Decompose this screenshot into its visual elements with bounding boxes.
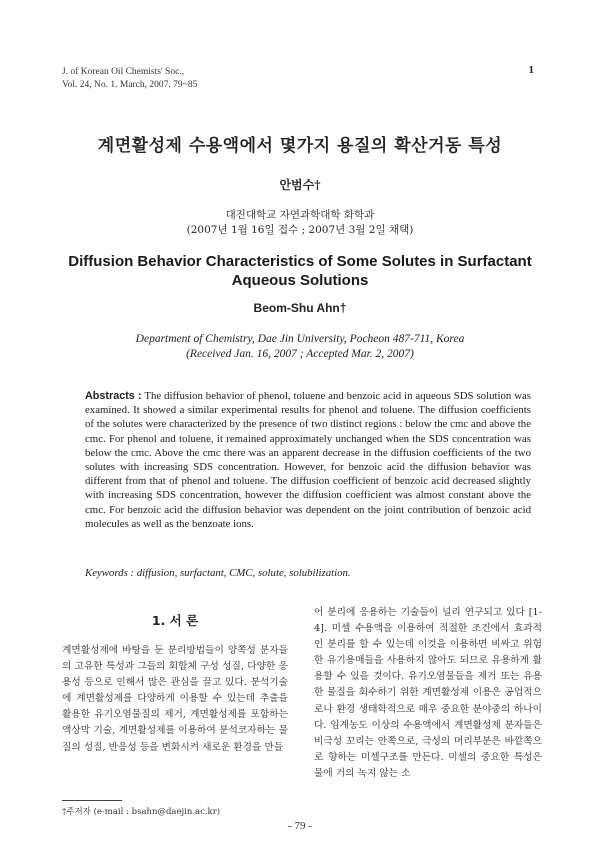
english-title-line-1: Diffusion Behavior Characteristics of Some Solutes in Surfactant [68, 253, 532, 270]
korean-title: 계면활성제 수용액에서 몇가지 용질의 확산거동 특성 [97, 136, 503, 156]
journal-citation [62, 66, 197, 92]
english-affiliation-block [0, 332, 600, 362]
korean-dates: (2007년 1월 16일 접수 ; 2007년 3월 2일 채택) [186, 224, 414, 236]
english-title [0, 252, 600, 290]
korean-affiliation-block [0, 208, 600, 238]
section-heading-introduction: 1. 서 론 [151, 613, 199, 628]
intro-left-paragraph: 계면활성제에 바탕을 둔 분리방법들이 양쪽성 분자들의 고유한 특성과 그들의 회합체 구성 성질, 다양한 응용성 등으로 인해서 많은 관심을 끌고 있다. 분석기술에 계면활성제를 다양하게 이용할 수 있는데 추출을 활용한 유기오염물질의 제거, 계면활성제를 포함하는 액상막 기술, 계면활성제를 이용하여 분석코자하는 물질의 성질, 반응성 등을 변화시켜 새로운 환경을 만들 [62, 645, 288, 753]
left-column [62, 605, 288, 756]
journal-line-1: J. of Korean Oil Chemists' Soc., [62, 67, 185, 77]
english-dates: (Received Jan. 16, 2007 ; Accepted Mar. 2, 2007) [186, 348, 414, 360]
page-number-top: 1 [528, 64, 534, 76]
abstract-label: Abstracts : [85, 390, 142, 402]
english-affiliation: Department of Chemistry, Dae Jin University, Pocheon 487-711, Korea [135, 333, 465, 345]
footnote-divider [62, 800, 122, 801]
english-author: Beom-Shu Ahn† [253, 301, 347, 315]
abstract [85, 389, 531, 531]
page-number-footer: - 79 - [288, 820, 312, 832]
keywords: Keywords : diffusion, surfactant, CMC, solute, solubilization. [85, 567, 351, 579]
footnote: †주저자 (e-mail : bsahn@daejin.ac.kr) [62, 807, 221, 817]
english-title-line-2: Aqueous Solutions [231, 272, 369, 289]
korean-author: 안범수† [279, 178, 321, 192]
journal-line-2: Vol. 24, No. 1. March, 2007. 79~85 [62, 80, 198, 90]
abstract-text: The diffusion behavior of phenol, toluene and benzoic acid in aqueous SDS solution was examined. It showed a similar experimental results for phenol and toluene. The diffusion coefficients of the solutes were characterized by the presence of two distinct regions : below the cmc and above the cmc. For phenol and toluene, it remained approximately unchanged when the SDS concentration was below the cmc. Above the cmc there was an apparent decrease in the diffusion coefficients of the two solutes with increasing SDS concentration. However, for benzoic acid the diffusion behavior was different from that of phenol and toluene. The diffusion coefficient of benzoic acid decreased slightly with increasing SDS concentration, however the diffusion coefficient was almost constant above the cmc. For benzoic acid the diffusion behavior was dependent on the joint contribution of benzoic acid molecules as well as the benzoate ions. [85, 390, 531, 530]
right-column [314, 605, 542, 782]
korean-affiliation: 대진대학교 자연과학대학 화학과 [225, 209, 375, 221]
intro-right-paragraph: 어 분리에 응용하는 기술들이 널리 연구되고 있다 [1-4]. 미셀 수용액을 이용하여 적절한 조건에서 효과적인 분리를 할 수 있는데 이것을 이용하면 비싸고 위험한 유기용매들을 사용하지 않아도 되므로 유용하게 활용할 수 있을 것이다. 유기오염물들을 제거 또는 유용한 물질을 회수하기 위한 계면활성제 이용은 공업적으로나 환경 생태학적으로 매우 중요한 분야중의 하나이다. 임계농도 이상의 수용액에서 계면활성제 분자들은 비극성 꼬리는 안쪽으로, 극성의 머리부분은 바깥쪽으로 향하는 미셀구조를 만든다. 미셀의 중요한 특성은 물에 거의 녹지 않는 소 [314, 607, 542, 779]
